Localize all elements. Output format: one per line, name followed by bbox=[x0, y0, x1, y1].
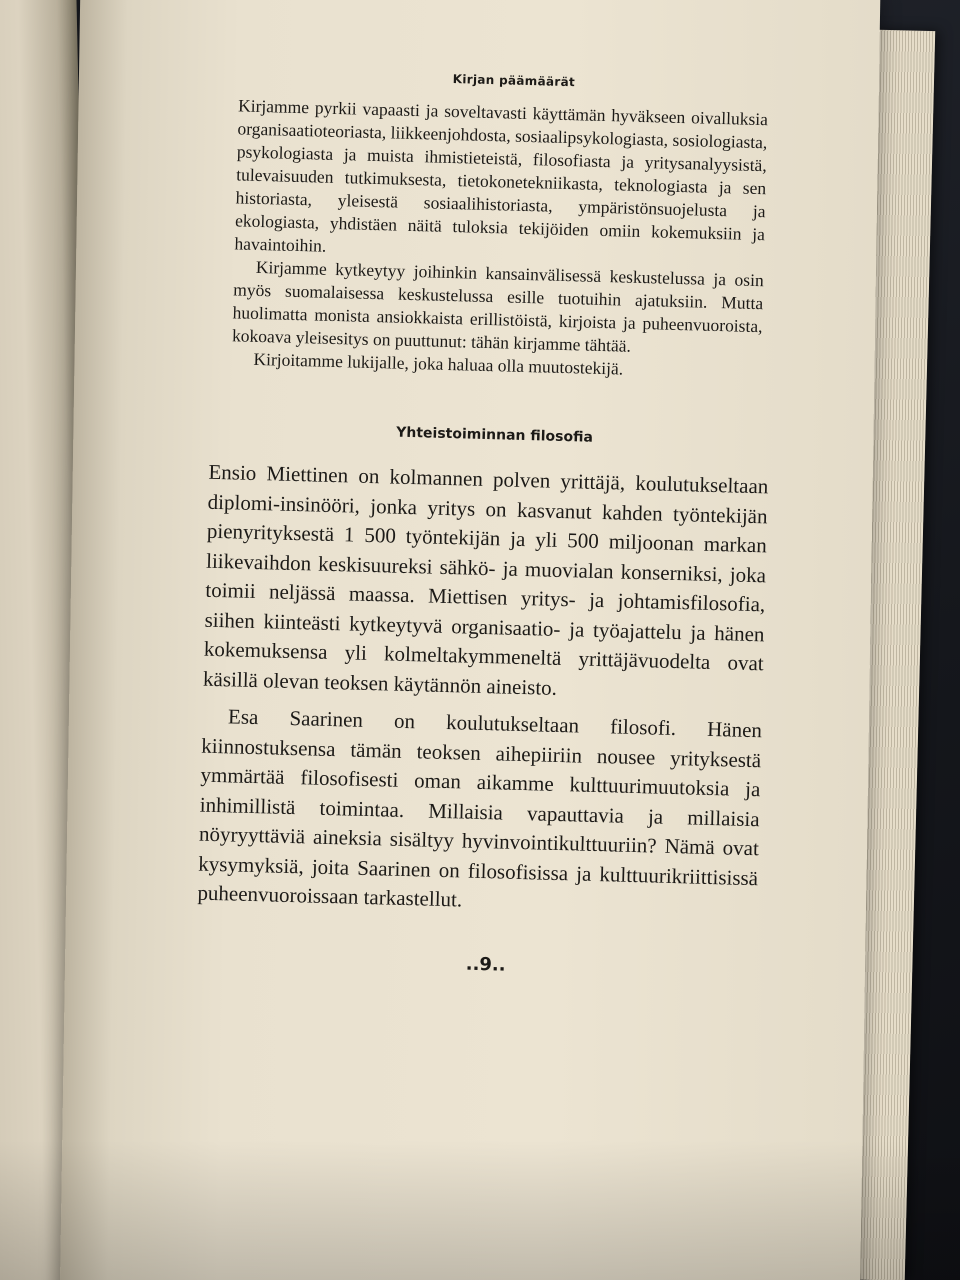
book-page bbox=[60, 0, 881, 1280]
page-number: ..9.. bbox=[465, 953, 506, 976]
paragraph-aims-3: Kirjoitamme lukijalle, joka haluaa olla muutostekijä. bbox=[253, 348, 624, 379]
section-heading: Yhteistoiminnan filosofia bbox=[396, 424, 594, 446]
running-head: Kirjan päämäärät bbox=[452, 72, 576, 90]
paragraph-miettinen: Ensio Miettinen on kolmannen polven yrittäjä, koulutukseltaan diplomi-insinööri, jonka yritys on kasvanut kahden työntekijän pienyrityksestä 1 500 työntekijän ja yli 500 miljoonan markan liikevaihdon keskisuureksi sähkö- ja muovialan konserniksi, joka toimii neljässä maassa. Miettisen yritys- ja johtamisfilosofia, siihen kiinteästi kytkeytyvä organisaatio- ja työajattelu ja hänen kokemuksensa yli kolmeltakymmeneltä yrittäjävuodelta ovat käsillä olevan teoksen käytännön aineisto. bbox=[202, 459, 769, 700]
paragraph-aims-1: Kirjamme pyrkii vapaasti ja soveltavasti käyttämän hyväkseen oivalluksia organisaatioteoriasta, liikkeenjohdosta, sosiaalipsykologiasta, sosiologiasta, psykologiasta ja muista ihmistieteistä, filosofiasta ja yritysanalyysistä, tulevaisuuden tutkimuksesta, tietokonetekniikasta, teknologiasta ja sen historiasta, yleisestä sosiaalihistoriasta, ympäristönsuojelusta ja ekologiasta, yhdistäen näitä tuloksia tekijöiden omiin kokemuksiin ja havaintoihin. bbox=[234, 95, 769, 256]
page-text-block bbox=[197, 66, 769, 981]
paragraph-saarinen: Esa Saarinen on koulutukseltaan filosofi. Hänen kiinnostuksensa tämän teoksen aihepiiriin nousee yrityksestä ymmärtää filosofisesti oman aikamme kulttuurimuutoksia ja inhimillistä toimintaa. Millaisia vapauttavia ja millaisia nöyryyttäviä aineksia sisältyy hyvinvointikulttuuriin? Nämä ovat kysymyksiä, joita Saarinen on filosofisissa ja kulttuurikriittisissä puheenvuoroissaan tarkastellut. bbox=[197, 704, 763, 912]
paragraph-aims-2: Kirjamme kytkeytyy joihinkin kansainvälisessä keskustelussa ja osin myös suomalaisessa keskustelussa esille tuotuihin ajatuksiin. Mutta huolimatta monista ansiokkaista erillistöistä, kirjoista ja puheenvuoroista, kokoava yleisesitys on puuttunut: tähän kirjamme tähtää. bbox=[231, 256, 764, 356]
